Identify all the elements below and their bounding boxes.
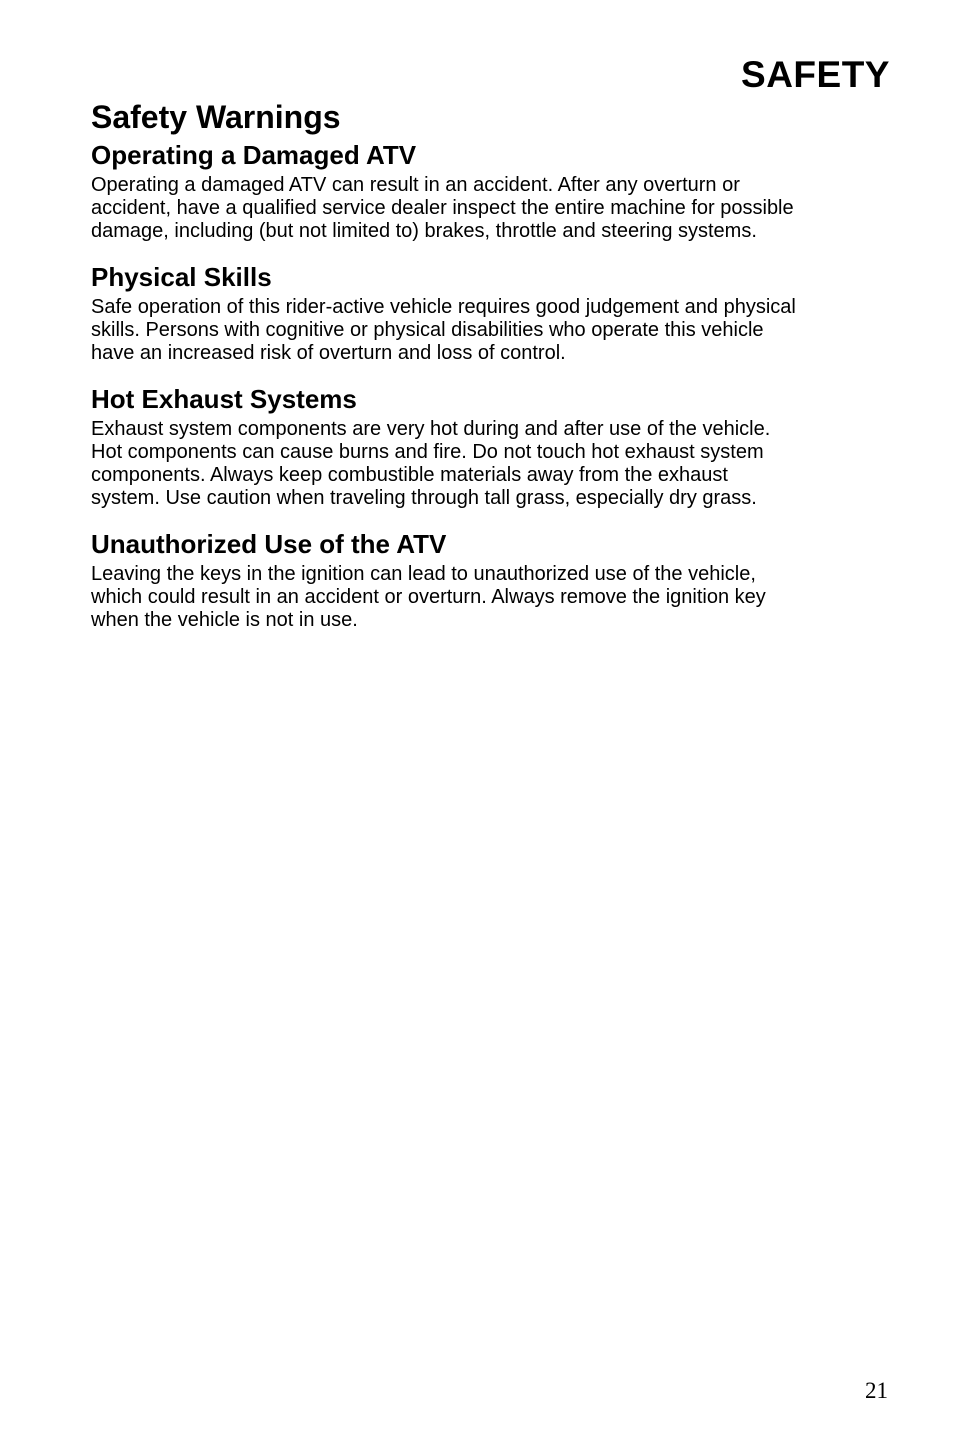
subsection-paragraph — [91, 563, 891, 632]
paragraph-line: accident, have a qualified service dealer inspect the entire machine for possible — [91, 197, 794, 219]
subsection-unauthorized-use — [91, 527, 891, 632]
paragraph-line: Operating a damaged ATV can result in an accident. After any overturn or — [91, 174, 740, 196]
subsection-heading: Hot Exhaust Systems — [91, 384, 357, 414]
chapter-title: SAFETY — [741, 54, 890, 95]
paragraph-line: components. Always keep combustible materials away from the exhaust — [91, 464, 728, 486]
paragraph-line: Hot components can cause burns and fire. Do not touch hot exhaust system — [91, 441, 764, 463]
paragraph-line: Safe operation of this rider-active vehicle requires good judgement and physical — [91, 296, 796, 318]
page-number: 21 — [865, 1378, 888, 1403]
subsection-paragraph — [91, 296, 891, 365]
paragraph-line: damage, including (but not limited to) brakes, throttle and steering systems. — [91, 220, 757, 242]
subsection-operating-damaged-atv — [91, 138, 891, 243]
subsection-physical-skills — [91, 260, 891, 365]
page-content — [91, 96, 891, 632]
subsection-paragraph — [91, 418, 891, 510]
subsection-heading: Unauthorized Use of the ATV — [91, 529, 447, 559]
paragraph-line: have an increased risk of overturn and loss of control. — [91, 342, 566, 364]
section-title: Safety Warnings — [91, 99, 341, 135]
paragraph-line: which could result in an accident or overturn. Always remove the ignition key — [91, 586, 766, 608]
subsection-heading: Physical Skills — [91, 262, 272, 292]
subsection-hot-exhaust-systems — [91, 382, 891, 510]
paragraph-line: skills. Persons with cognitive or physical disabilities who operate this vehicle — [91, 319, 764, 341]
paragraph-line: Exhaust system components are very hot during and after use of the vehicle. — [91, 418, 771, 440]
paragraph-line: Leaving the keys in the ignition can lead to unauthorized use of the vehicle, — [91, 563, 756, 585]
subsection-paragraph — [91, 174, 891, 243]
paragraph-line: system. Use caution when traveling through tall grass, especially dry grass. — [91, 487, 757, 509]
paragraph-line: when the vehicle is not in use. — [91, 609, 358, 631]
subsection-heading: Operating a Damaged ATV — [91, 140, 417, 170]
